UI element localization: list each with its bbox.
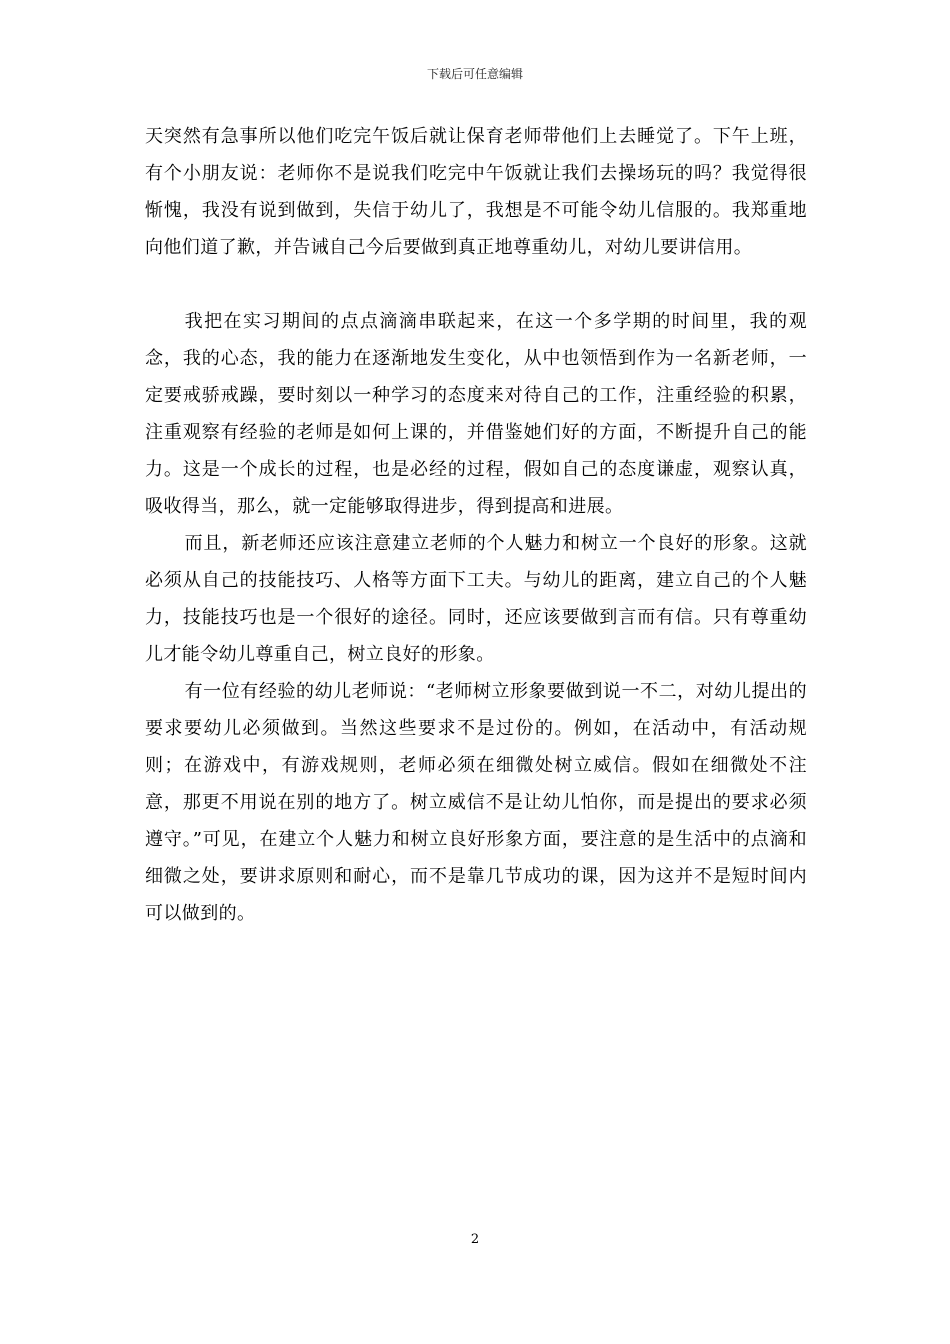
paragraph-4: 有一位有经验的幼儿老师说：“老师树立形象要做到说一不二，对幼儿提出的要求要幼儿必须做到。当然这些要求不是过份的。例如，在活动中，有活动规则；在游戏中，有游戏规则，老师必须在细微处树立威信。假如在细微处不注意，那更不用说在别的地方了。树立威信不是让幼儿怕你，而是提出的要求必须遵守。”可见，在建立个人魅力和树立良好形象方面，要注意的是生活中的点滴和细微之处，要讲求原则和耐心，而不是靠几节成功的课，因为这并不是短时间内可以做到的。 bbox=[145, 681, 807, 924]
paragraph-1: 天突然有急事所以他们吃完午饭后就让保育老师带他们上去睡觉了。下午上班，有个小朋友说：老师你不是说我们吃完中午饭就让我们去操场玩的吗？我觉得很惭愧，我没有说到做到，失信于幼儿了，我想是不可能令幼儿信服的。我郑重地向他们道了歉，并告诫自己今后要做到真正地尊重幼儿，对幼儿要讲信用。 bbox=[145, 126, 807, 258]
paragraph-3: 而且，新老师还应该注意建立老师的个人魅力和树立一个良好的形象。这就必须从自己的技能技巧、人格等方面下工夫。与幼儿的距离，建立自己的个人魅力，技能技巧也是一个很好的途径。同时，还应该要做到言而有信。只有尊重幼儿才能令幼儿尊重自己，树立良好的形象。 bbox=[145, 533, 807, 665]
page-number: 2 bbox=[470, 1232, 480, 1247]
page-header: 下载后可任意编辑 bbox=[426, 67, 523, 81]
paragraph-2: 我把在实习期间的点点滴滴串联起来，在这一个多学期的时间里，我的观念，我的心态，我的能力在逐渐地发生变化，从中也领悟到作为一名新老师，一定要戒骄戒躁，要时刻以一种学习的态度来对待自己的工作，注重经验的积累，注重观察有经验的老师是如何上课的，并借鉴她们好的方面，不断提升自己的能力。这是一个成长的过程，也是必经的过程，假如自己的态度谦虚，观察认真，吸收得当，那么，就一定能够取得进步，得到提高和进展。 bbox=[145, 311, 807, 517]
paragraph-spacer bbox=[145, 266, 807, 303]
document-body bbox=[145, 118, 807, 932]
